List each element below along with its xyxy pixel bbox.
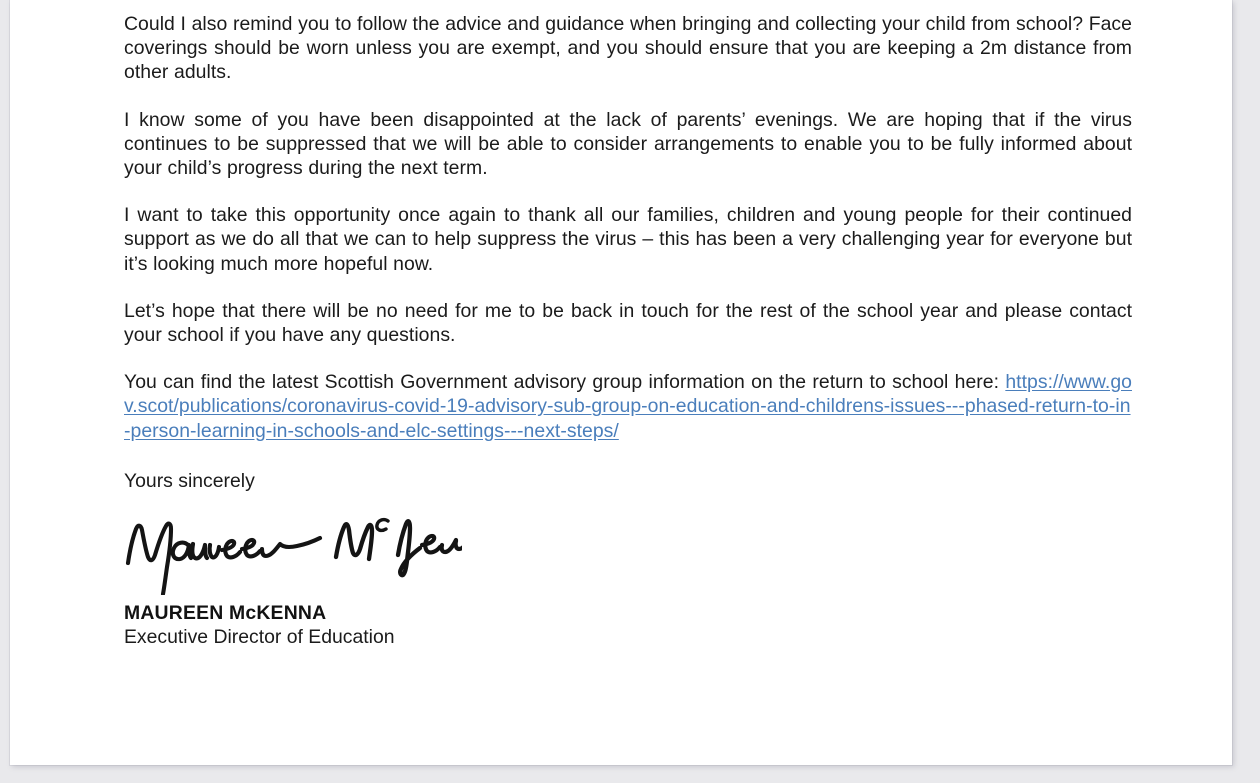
signatory-title: Executive Director of Education <box>124 626 395 649</box>
scottish-government-guidance-link[interactable]: https://www.gov.scot/publications/coronavirus-covid-19-advisory-sub-group-on-education-and-childrens-issues---phased-return-to-in-person-learning-in-schools-and-elc-settings---next-steps/ <box>124 371 1132 442</box>
letter-page <box>10 0 1232 765</box>
paragraph-2: I know some of you have been disappointed at the lack of parents’ evenings. We are hoping that if the virus continues to be suppressed that we will be able to consider arrangements to enable you to be fully informed about your child’s progress during the next term. <box>124 108 1132 180</box>
closing-salutation: Yours sincerely <box>124 469 255 492</box>
letter-body <box>124 12 1132 650</box>
paragraph-3: I want to take this opportunity once again to thank all our families, children and young people for their continued support as we do all that we can to help suppress the virus – this has been a very challenging year for everyone but it’s looking much more hopeful now. <box>124 204 1132 275</box>
link-intro-text: You can find the latest Scottish Government advisory group information on the return to school here: <box>124 371 1000 394</box>
paragraph-1: Could I also remind you to follow the advice and guidance when bringing and collecting your child from school? Face coverings should be worn unless you are exempt, and you should ensure that you are keeping a 2m distance from other adults. <box>124 13 1132 84</box>
paragraph-4: Let’s hope that there will be no need for me to be back in touch for the rest of the school year and please contact your school if you have any questions. <box>124 299 1132 347</box>
handwritten-signature-icon <box>122 499 462 595</box>
paragraph-link <box>124 370 1132 443</box>
signature-image <box>122 499 482 595</box>
signature-block <box>124 601 1132 650</box>
signatory-name: MAUREEN McKENNA <box>124 602 327 625</box>
